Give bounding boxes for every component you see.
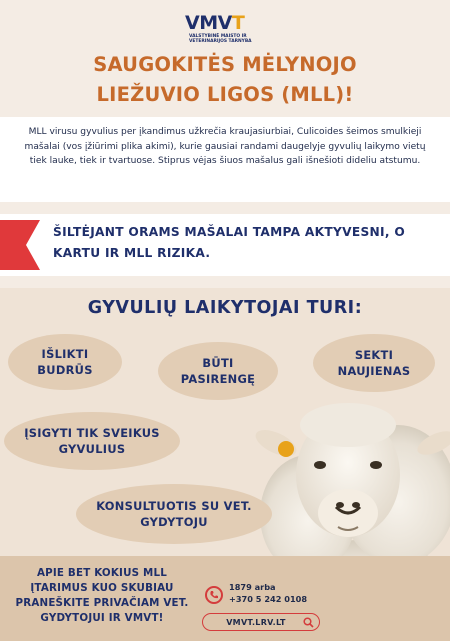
intro-text: MLL virusu gyvulius per įkandimus užkrečia kraujasiurbiai, Culicoides šeimos smulkieji mašalai (vos įžiūrimi plika akimi), kurie gausiai randami daugelyje gyvulių laikymo vietų tiek lauke, tiek ir tvartuose. Stiprus vėjas šiuos mašalus gali išnešioti dideliu atstumu. <box>24 127 426 167</box>
banner-line-2: KARTU IR MLL RIZIKA. <box>53 246 211 260</box>
title-line-2: LIEŽUVIO LIGOS (MLL)! <box>96 83 354 106</box>
phone-numbers[interactable]: 1879 arba +370 5 242 0108 <box>229 582 308 604</box>
banner-text <box>53 222 443 264</box>
action-consult-vet: KONSULTUOTIS SU VET. GYDYTOJU <box>76 484 272 544</box>
vmvt-logo <box>185 12 270 46</box>
website-label: VMVT.LRV.LT <box>226 617 286 627</box>
banner-line-1: ŠILTĖJANT ORAMS MAŠALAI TAMPA AKTYVESNI, O <box>53 225 406 239</box>
search-icon <box>303 617 314 628</box>
footer-message: APIE BET KOKIUS MLL ĮTARIMUS KUO SKUBIAU PRANEŠKITE PRIVAČIAM VET. GYDYTOJUI IR VMVT! <box>15 567 189 624</box>
header <box>0 0 450 117</box>
red-flag-icon <box>0 220 40 270</box>
logo-subtitle: VALSTYBINĖ MAISTO IR VETERINARIJOS TARNYBA <box>189 34 252 44</box>
action-stay-alert: IŠLIKTI BUDRŪS <box>8 334 122 390</box>
title-line-1: SAUGOKITĖS MĖLYNOJO <box>93 53 357 76</box>
action-follow-news: SEKTI NAUJIENAS <box>313 334 435 392</box>
page-title <box>20 50 430 110</box>
intro-box <box>0 117 450 202</box>
section-title: GYVULIŲ LAIKYTOJAI TURI: <box>87 298 363 318</box>
action-buy-healthy: ĮSIGYTI TIK SVEIKUS GYVULIUS <box>4 412 180 470</box>
phone-icon <box>205 586 223 604</box>
logo-mark: VMVT <box>185 12 245 34</box>
action-be-prepared: BŪTI PASIRENGĘ <box>158 342 278 400</box>
